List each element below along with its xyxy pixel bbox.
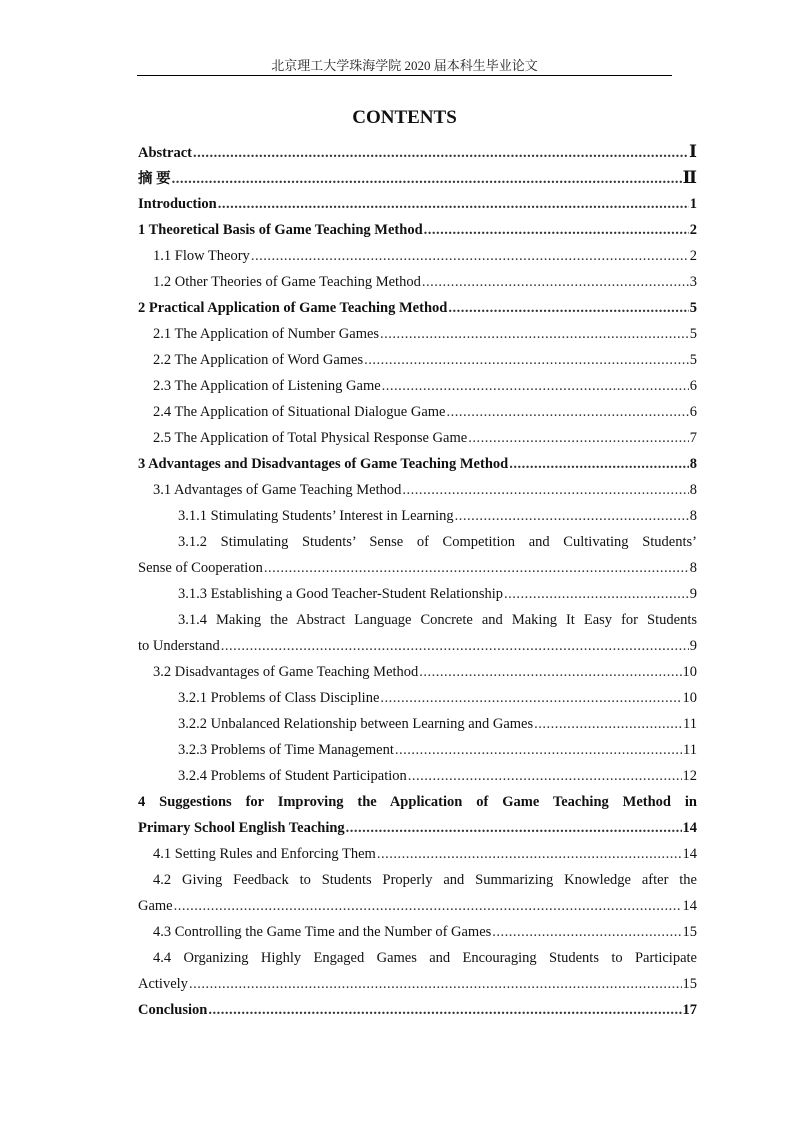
toc-leader-dots bbox=[455, 503, 689, 529]
toc-leader-dots bbox=[380, 685, 681, 711]
toc-entry-continued[interactable]: 3.1.2 Stimulating Students’ Sense of Competition and Cultivating Students’ bbox=[178, 534, 697, 550]
toc-entry-title: to Understand bbox=[138, 638, 220, 654]
toc-page-number: 6 bbox=[689, 378, 697, 394]
toc-entry[interactable] bbox=[138, 737, 697, 763]
toc-entry[interactable] bbox=[138, 503, 697, 529]
toc-leader-dots bbox=[447, 399, 689, 425]
toc-entry-title: 3.2.3 Problems of Time Management bbox=[178, 742, 394, 758]
toc-leader-dots bbox=[380, 321, 689, 347]
toc-page-number: 7 bbox=[689, 430, 697, 446]
toc-leader-dots bbox=[492, 919, 681, 945]
toc-page-number: 15 bbox=[682, 976, 697, 992]
toc-leader-dots bbox=[221, 633, 689, 659]
toc-leader-dots bbox=[402, 477, 688, 503]
toc-entry-title: Introduction bbox=[138, 196, 217, 212]
toc-entry-title: 2 Practical Application of Game Teaching Method bbox=[138, 300, 448, 316]
toc-leader-dots bbox=[377, 841, 682, 867]
toc-entry-title: 3.2.4 Problems of Student Participation bbox=[178, 768, 407, 784]
toc-entry-title: 3.2.1 Problems of Class Discipline bbox=[178, 690, 380, 706]
toc-leader-dots bbox=[504, 581, 689, 607]
toc-entry[interactable] bbox=[138, 399, 697, 425]
toc-page-number: 17 bbox=[682, 1002, 697, 1018]
toc-page-number: Ⅰ bbox=[689, 142, 697, 161]
toc-leader-dots bbox=[424, 217, 689, 243]
toc-leader-dots bbox=[382, 373, 689, 399]
toc-entry-continued[interactable]: 4 Suggestions for Improving the Application of Game Teaching Method in bbox=[138, 794, 697, 810]
toc-page-number: 10 bbox=[682, 664, 697, 680]
toc-entry-title: 3.1.1 Stimulating Students’ Interest in Learning bbox=[178, 508, 454, 524]
toc-leader-dots bbox=[346, 815, 682, 841]
toc-page-number: 9 bbox=[689, 586, 697, 602]
toc-page-number: 5 bbox=[689, 300, 697, 316]
toc-page-number: 14 bbox=[682, 846, 697, 862]
toc-entry[interactable] bbox=[138, 893, 697, 919]
toc-entry[interactable] bbox=[138, 841, 697, 867]
toc-entry-title: 4.1 Setting Rules and Enforcing Them bbox=[153, 846, 376, 862]
toc-entry-title: 2.4 The Application of Situational Dialogue Game bbox=[153, 404, 446, 420]
toc-entry[interactable] bbox=[138, 191, 697, 217]
toc-entry[interactable] bbox=[138, 685, 697, 711]
toc-entry-title: Conclusion bbox=[138, 1002, 208, 1018]
toc-leader-dots bbox=[468, 425, 689, 451]
header-rule bbox=[137, 75, 672, 76]
toc-entry-title: 2.3 The Application of Listening Game bbox=[153, 378, 381, 394]
toc-entry[interactable] bbox=[138, 815, 697, 841]
toc-page-number: 2 bbox=[689, 222, 697, 238]
toc-entry[interactable] bbox=[138, 321, 697, 347]
toc-entry[interactable] bbox=[138, 659, 697, 685]
toc-leader-dots bbox=[264, 555, 689, 581]
toc-entry-title: 摘 要 bbox=[138, 171, 171, 187]
toc-page-number: 8 bbox=[689, 560, 697, 576]
toc-entry-title: Actively bbox=[138, 976, 188, 992]
toc-page-number: 11 bbox=[683, 716, 697, 732]
toc-entry-continued[interactable]: 4.4 Organizing Highly Engaged Games and Encouraging Students to Participate bbox=[153, 950, 697, 966]
toc-entry-title: Sense of Cooperation bbox=[138, 560, 263, 576]
toc-entry-title: 3.2 Disadvantages of Game Teaching Method bbox=[153, 664, 419, 680]
toc-entry-title: 1.1 Flow Theory bbox=[153, 248, 250, 264]
toc-entry[interactable] bbox=[138, 243, 697, 269]
toc-entry[interactable] bbox=[138, 217, 697, 243]
toc-page-number: 3 bbox=[689, 274, 697, 290]
toc-entry[interactable] bbox=[138, 139, 697, 165]
toc-leader-dots bbox=[408, 763, 682, 789]
toc-entry[interactable] bbox=[138, 971, 697, 997]
toc-page-number: 2 bbox=[689, 248, 697, 264]
toc-leader-dots bbox=[422, 269, 689, 295]
toc-page-number: 5 bbox=[689, 326, 697, 342]
toc-entry[interactable] bbox=[138, 295, 697, 321]
page-header: 北京理工大学珠海学院 2020 届本科生毕业论文 bbox=[271, 58, 538, 73]
toc-entry[interactable] bbox=[138, 347, 697, 373]
toc-entry-title: 2.1 The Application of Number Games bbox=[153, 326, 380, 342]
toc-entry-title: 1 Theoretical Basis of Game Teaching Method bbox=[138, 222, 423, 238]
toc-entry-title: 3 Advantages and Disadvantages of Game Teaching Method bbox=[138, 456, 509, 472]
toc-entry[interactable] bbox=[138, 919, 697, 945]
toc-entry-title: 2.2 The Application of Word Games bbox=[153, 352, 364, 368]
toc-leader-dots bbox=[189, 971, 682, 997]
toc-page-number: 14 bbox=[682, 820, 697, 836]
table-of-contents bbox=[138, 139, 697, 1023]
toc-entry-title: 3.1.3 Establishing a Good Teacher-Student Relationship bbox=[178, 586, 504, 602]
toc-leader-dots bbox=[364, 347, 689, 373]
toc-leader-dots bbox=[193, 140, 688, 165]
toc-entry-title: 2.5 The Application of Total Physical Response Game bbox=[153, 430, 468, 446]
toc-entry-title: Abstract bbox=[138, 145, 192, 161]
toc-leader-dots bbox=[172, 166, 682, 191]
toc-leader-dots bbox=[448, 295, 688, 321]
toc-entry[interactable] bbox=[138, 711, 697, 737]
toc-leader-dots bbox=[174, 893, 682, 919]
toc-page-number: 9 bbox=[689, 638, 697, 654]
toc-entry[interactable] bbox=[138, 581, 697, 607]
toc-entry-title: Primary School English Teaching bbox=[138, 820, 345, 836]
toc-leader-dots bbox=[534, 711, 682, 737]
toc-page-number: 12 bbox=[682, 768, 697, 784]
toc-page-number: Ⅱ bbox=[682, 168, 697, 187]
toc-entry[interactable] bbox=[138, 269, 697, 295]
toc-entry[interactable] bbox=[138, 165, 697, 191]
toc-leader-dots bbox=[208, 997, 681, 1023]
toc-entry[interactable] bbox=[138, 763, 697, 789]
toc-entry-title: 3.2.2 Unbalanced Relationship between Learning and Games bbox=[178, 716, 534, 732]
toc-entry-continued[interactable]: 4.2 Giving Feedback to Students Properly and Summarizing Knowledge after the bbox=[153, 872, 697, 888]
toc-entry[interactable] bbox=[138, 425, 697, 451]
toc-entry-title: Game bbox=[138, 898, 173, 914]
toc-entry-continued[interactable]: 3.1.4 Making the Abstract Language Concrete and Making It Easy for Students bbox=[178, 612, 697, 628]
toc-leader-dots bbox=[395, 737, 682, 763]
toc-leader-dots bbox=[218, 191, 689, 217]
toc-page-number: 10 bbox=[682, 690, 697, 706]
toc-entry-title: 4.3 Controlling the Game Time and the Number of Games bbox=[153, 924, 492, 940]
page-title: CONTENTS bbox=[352, 107, 457, 128]
toc-page-number: 6 bbox=[689, 404, 697, 420]
toc-entry-title: 1.2 Other Theories of Game Teaching Method bbox=[153, 274, 421, 290]
toc-entry[interactable] bbox=[138, 997, 697, 1023]
toc-leader-dots bbox=[509, 451, 689, 477]
toc-entry-title: 3.1 Advantages of Game Teaching Method bbox=[153, 482, 402, 498]
toc-page-number: 1 bbox=[689, 196, 697, 212]
toc-page-number: 15 bbox=[682, 924, 697, 940]
toc-leader-dots bbox=[251, 243, 689, 269]
toc-entry[interactable] bbox=[138, 451, 697, 477]
toc-entry[interactable] bbox=[138, 633, 697, 659]
toc-page-number: 8 bbox=[689, 482, 697, 498]
toc-page-number: 14 bbox=[682, 898, 697, 914]
toc-entry[interactable] bbox=[138, 555, 697, 581]
toc-entry[interactable] bbox=[138, 373, 697, 399]
toc-page-number: 5 bbox=[689, 352, 697, 368]
toc-entry[interactable] bbox=[138, 477, 697, 503]
toc-leader-dots bbox=[419, 659, 681, 685]
toc-page-number: 8 bbox=[689, 508, 697, 524]
toc-page-number: 8 bbox=[689, 456, 697, 472]
toc-page-number: 11 bbox=[683, 742, 697, 758]
